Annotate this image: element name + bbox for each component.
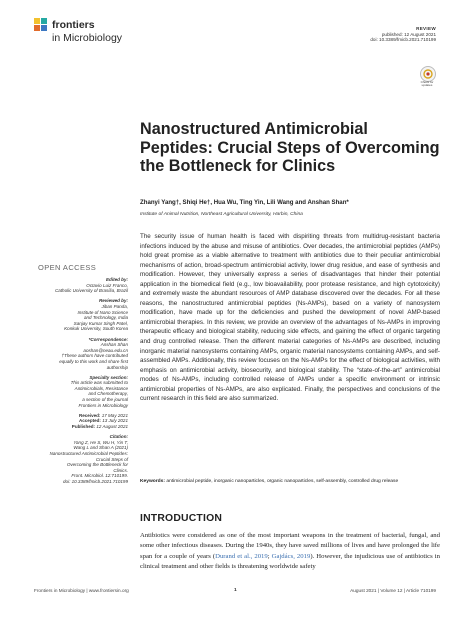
journal-name: in Microbiology: [52, 32, 123, 44]
footer-issue-info: August 2021 | Volume 12 | Article 710199: [350, 588, 436, 593]
reference-link[interactable]: Gajdács, 2019: [271, 552, 311, 560]
introduction-body: Antibiotics were considered as one of the most important weapons in the treatment of bacterial, fungal, and some other infectious diseases. During the 1940s, they have saved millions of lives and have prolonged the life span for a couple of years (Durand et al., 2019; Gajdács, 2019). However, the injudicious use of antibiotics in clinical treatment and other fields is threatening worldwide safety: [140, 532, 440, 571]
correspondence-section: [38, 337, 128, 371]
article-title: Nanostructured Antimicrobial Peptides: Crucial Steps of Overcoming the Bottleneck for Clinics: [140, 120, 440, 175]
citation-label: Citation:: [109, 434, 128, 440]
keywords-text: antimicrobial peptide, inorganic nanoparticles, organic nanoparticles, self-assembly, controlled drug release: [166, 479, 399, 484]
abstract: The security issue of human health is faced with dispiriting threats from multidrug-resistant bacteria infections induced by the abuse and misuse of antibiotics. Over decades, the antimicrobial peptides (AMPs) hold great promise as a viable alternative to treatment with antibiotics due to their peculiar antimicrobial mechanisms of action, broad-spectrum antimicrobial activity, lower drug residue, and ease of synthesis and modification. However, they universally express a series of disadvantages that hinder their potential application in the biomedical field (e.g., low bioavailability, poor protease resistance, and high cytotoxicity) and extremely waste the abundant resources of AMP database discovered over the decades. For all these reasons, the nanostructured antimicrobial peptides (Ns-AMPs), based on a variety of nanosystem modification, have made up for the deficiencies and pushed the development of novel AMP-based antimicrobial therapies. In this review, we provide an overview of the advantages of Ns-AMPs in improving therapeutic efficacy and biological stability, reducing side effects, and gaining the effect of organic targeting and drug controlled release. Then the different material categories of Ns-AMPs are described, including inorganic material nanosystems containing AMPs, organic material nanosystems containing AMPs, and self-assembled AMPs. Additionally, this review focuses on the Ns-AMPs for the effect of biological activities, with emphasis on antimicrobial activity, biosecurity, and biological stability. The “state-of-the-art” antimicrobial modes of Ns-AMPs, including controlled release of AMPs under a specific environment or intrinsic antimicrobial properties of Ns-AMPs, are also explicated. Finally, the perspectives and conclusions of the current research in this field are also summarized.: [140, 233, 440, 403]
article-type: REVIEW: [416, 26, 436, 31]
reviewed-by-section: [38, 298, 128, 332]
brand-name: frontiers: [52, 19, 95, 31]
correspondence-label: *Correspondence:: [88, 336, 128, 342]
open-access-label: OPEN ACCESS: [38, 263, 97, 272]
page-number: 1: [234, 588, 237, 593]
citation-section: [38, 434, 128, 484]
article-info-sidebar: [38, 277, 128, 489]
edited-by-label: Edited by:: [106, 277, 128, 282]
doi-link[interactable]: doi: 10.3389/fmicb.2021.710199: [370, 37, 436, 43]
specialty-value: This article was submitted to Antimicrobials, Resistance and Chemotherapy, a section of the journal Frontiers in Microbiology: [70, 380, 128, 408]
published-row: Published: 12 August 2021: [71, 424, 128, 430]
check-updates-label: Check for updates: [420, 80, 434, 88]
reviewed-by-label: Reviewed by:: [98, 298, 128, 304]
equal-contribution-note: †These authors have contributed equally to this work and share first authorship: [59, 353, 128, 370]
keywords-label: Keywords:: [140, 479, 166, 484]
correspondence-value[interactable]: Anshan Shan aoshan@neau.edu.cn: [83, 342, 128, 353]
article-meta: [370, 26, 436, 43]
affiliation: Institute of Animal Nutrition, Northeast Agricultural University, Harbin, China: [140, 212, 303, 217]
keywords: [140, 479, 440, 485]
author-list[interactable]: Zhanyi Yang†, Shiqi He†, Hua Wu, Ting Yin, Lili Wang and Anshan Shan*: [140, 199, 349, 206]
citation-value: Yang Z, He S, Wu H, Yin T, Wang L and Shan A (2021) Nanostructured Antimicrobial Peptides: Crucial Steps of Overcoming the Bottleneck for Clinics. Front. Microbiol. 12:710199. doi: 10.3389/fmicb.2021.710199: [49, 439, 128, 484]
footer-journal-url[interactable]: Frontiers in Microbiology | www.frontiersin.org: [34, 588, 129, 593]
dates-section: [38, 413, 128, 430]
accepted-row: Accepted: 13 July 2021: [78, 418, 128, 424]
frontiers-logo[interactable]: [34, 18, 144, 52]
reference-link[interactable]: Durand et al., 2019: [215, 552, 268, 560]
edited-by-value[interactable]: Octavio Luiz Franco, Catholic University of Brasília, Brazil: [54, 282, 128, 294]
received-row: Received: 17 May 2021: [78, 412, 128, 418]
reviewed-by-value[interactable]: Jiban Panda, Institute of Nano Science and Technology, India Sanjay Kumar Singh Patel, Konkuk University, South Korea: [64, 303, 128, 332]
published-date: published: 12 August 2021: [381, 31, 436, 37]
introduction-heading: INTRODUCTION: [140, 513, 223, 524]
check-for-updates-button[interactable]: [418, 66, 436, 90]
specialty-section: [38, 375, 128, 409]
specialty-label: Specialty section:: [89, 374, 128, 380]
edited-by-section: [38, 277, 128, 294]
frontiers-logo-icon: [34, 18, 48, 32]
